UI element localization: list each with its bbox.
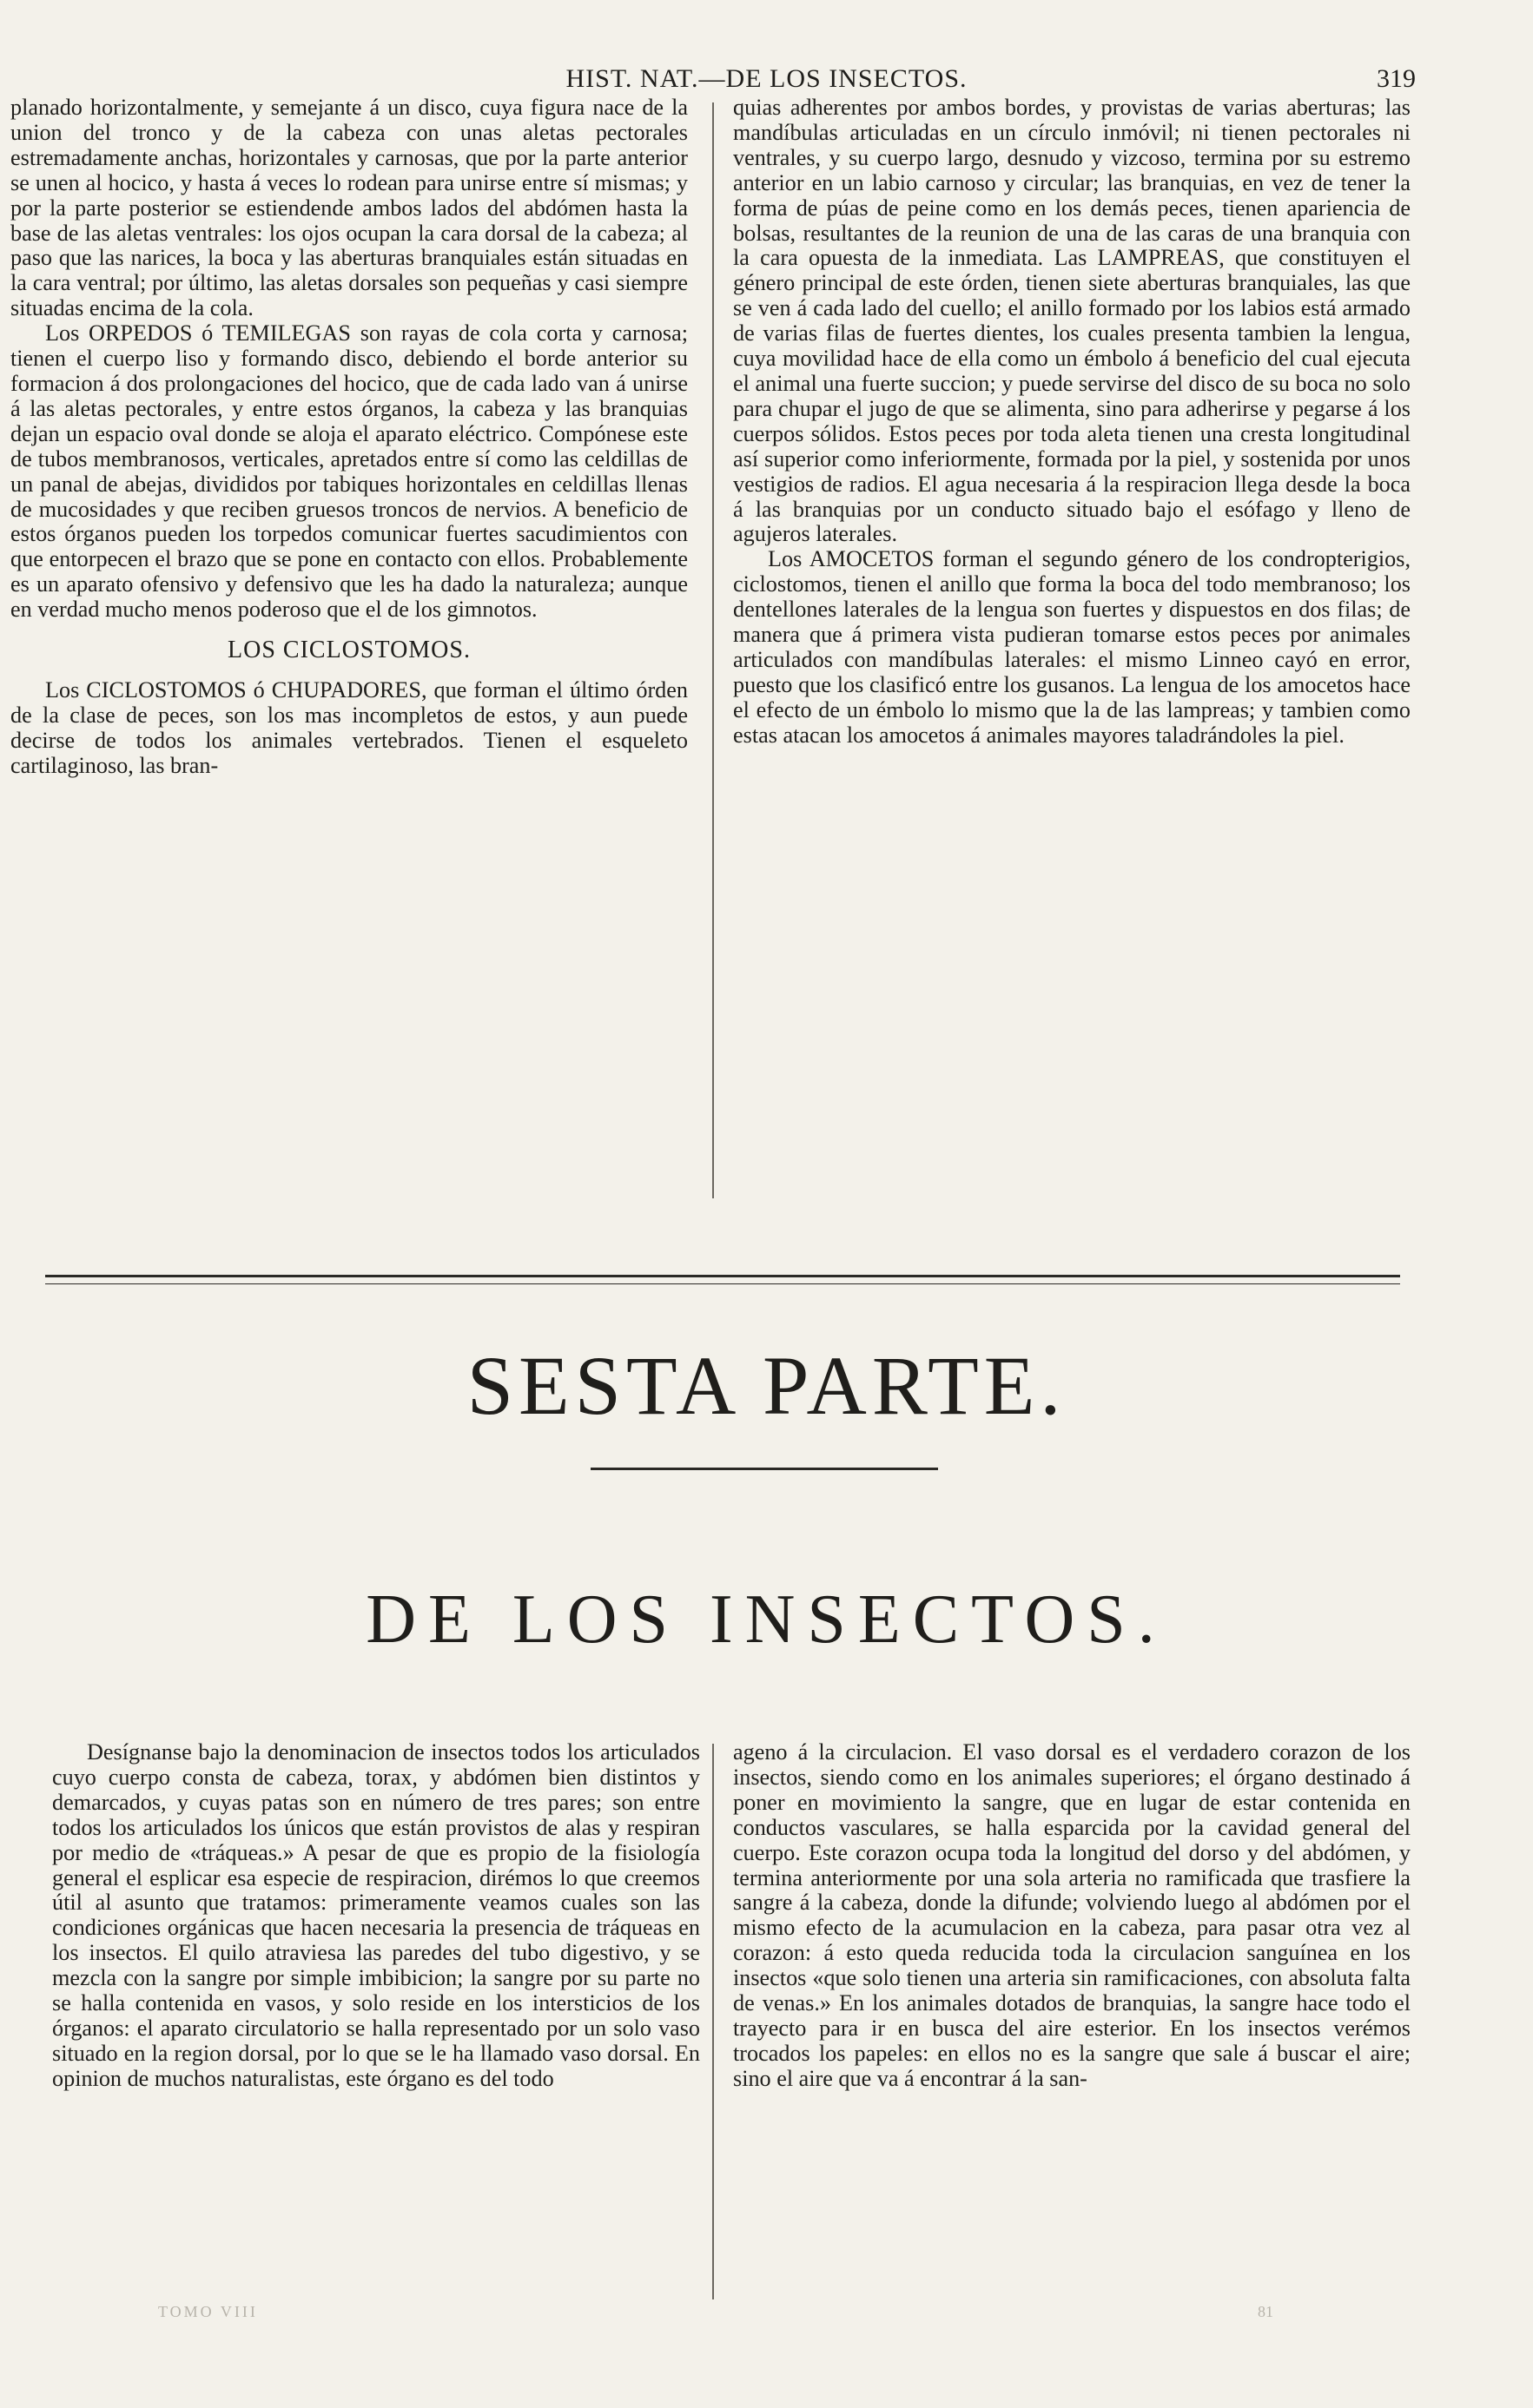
page-number: 319 <box>1377 64 1416 93</box>
signature-mark: TOMO VIII <box>158 2303 258 2320</box>
column-divider <box>712 102 714 1198</box>
bottom-left-column <box>52 1740 700 2092</box>
paragraph: Los AMOCETOS forman el segundo género de los condropterigios, ciclostomos, tienen el anillo que forma la boca del todo membranoso; los dentellones laterales de la lengua son fuertes y dispuestos en dos filas; de manera que á primera vista pudieran tomarse estos peces por animales articulados con mandíbulas laterales: el mismo Linneo cayó en error, puesto que los clasificó entre los gusanos. La lengua de los amocetos hace el efecto de un émbolo lo mismo que la de las lampreas; y tambien como estas atacan los amocetos á animales mayores taladrándoles la piel. <box>733 546 1411 748</box>
part-title: SESTA PARTE. <box>466 1339 1067 1432</box>
paragraph: planado horizontalmente, y semejante á un disco, cuya figura nace de la union del tronco y de la cabeza con unas aletas pectorales estremadamente anchas, horizontales y carnosas, que por la parte anterior se unen al hocico, y hasta á veces lo rodean para unirse entre sí mismas; y por la parte posterior se estiendende ambos lados del abdómen hasta la base de las aletas ventrales: los ojos ocupan la cara dorsal de la cabeza; al paso que las narices, la boca y las aberturas branquiales están situadas en la cara ventral; por último, las aletas dorsales son pequeñas y casi siempre situadas encima de la cola. <box>10 95 688 321</box>
running-header <box>0 64 1533 99</box>
paragraph: ageno á la circulacion. El vaso dorsal es el verdadero corazon de los insectos, siendo como en los animales superiores; el órgano destinado á poner en movimiento la sangre, que en lugar de estar contenida en conductos vasculares, se halla esparcida por la cavidad general del cuerpo. Este corazon ocupa toda la longitud del dorso y del abdómen, y termina anteriormente por una sola arteria no ramificada que trasfiere la sangre á la cabeza, donde la difunde; volviendo luego al abdómen por el mismo efecto de la acumulacion en la cabeza, para pasar otra vez al corazon: á esto queda reducida toda la circulacion sanguínea en los insectos «que solo tienen una arteria sin ramificaciones, con absoluta falta de venas.» En los animales dotados de branquias, la sangre hace todo el trayecto para ir en busca del aire esterior. En los insectos verémos trocados los papeles: en ellos no es la sangre que sale á buscar el aire; sino el aire que va á encontrar á la san- <box>733 1739 1411 2091</box>
top-right-column <box>733 96 1411 749</box>
header-title: HIST. NAT.—DE LOS INSECTOS. <box>565 64 968 93</box>
paragraph: Los CICLOSTOMOS ó CHUPADORES, que forman el último órden de la clase de peces, son los mas incompletos de estos, y aun puede decirse de todos los animales vertebrados. Tienen el esqueleto cartilaginoso, las bran- <box>10 677 688 778</box>
column-divider <box>712 1744 714 2299</box>
top-left-column <box>10 96 688 779</box>
paragraph: Desígnanse bajo la denominacion de insectos todos los articulados cuyo cuerpo consta de cabeza, torax, y abdómen bien distintos y demarcados, y cuyas patas son en número de tres pares; son entre todos los articulados los únicos que están provistos de alas y respiran por medio de «tráqueas.» A pesar de que es propio de la fisiología general el esplicar esa especie de respiracion, dirémos lo que creemos útil al asunto que tratamos: primeramente veamos cuales son las condiciones orgánicas que hacen necesaria la presencia de tráqueas en los insectos. El quilo atraviesa las paredes del tubo digestivo, y se mezcla con la sangre por simple imbibicion; la sangre por su parte no se halla contenida en vasos, y solo reside en los intersticios de los órganos: el aparato circulatorio se halla representado por un solo vaso situado en la region dorsal, por lo que se le ha llamado vaso dorsal. En opinion de muchos naturalistas, este órgano es del todo <box>52 1739 700 2091</box>
signature-number: 81 <box>1258 2303 1273 2320</box>
section-title: DE LOS INSECTOS. <box>366 1581 1167 1658</box>
title-rule <box>591 1468 938 1470</box>
paragraph: quias adherentes por ambos bordes, y provistas de varias aberturas; las mandíbulas articuladas en un círculo inmóvil; ni tienen pectorales ni ventrales, y su cuerpo largo, desnudo y vizcoso, termina por su estremo anterior en un labio carnoso y circular; las branquias, en vez de tener la forma de púas de peine como en los demás peces, tienen apariencia de bolsas, resultantes de la reunion de una de las caras de una branquia con la cara opuesta de la inmediata. Las LAMPREAS, que constituyen el género principal de este órden, tienen siete aberturas branquiales, las que se ven á cada lado del cuello; el anillo formado por los labios está armado de varias filas de fuertes dientes, los cuales presenta tambien la lengua, cuya movilidad hace de ella como un émbolo á beneficio del cual ejecuta el animal una fuerte succion; y puede servirse del disco de su boca no solo para chupar el jugo de que se alimenta, sino para adherirse y pegarse á los cuerpos sólidos. Estos peces por toda aleta tienen una cresta longitudinal así superior como inferiormente, formada por la piel, y sostenida por unos vestigios de radios. El agua necesaria á la respiracion llega desde la boca á las branquias por un conducto situado bajo el esófago y lleno de agujeros laterales. <box>733 95 1411 547</box>
section-separator <box>45 1275 1400 1284</box>
bottom-right-column <box>733 1740 1411 2092</box>
subsection-heading: LOS CICLOSTOMOS. <box>228 637 471 664</box>
paragraph: Los ORPEDOS ó TEMILEGAS son rayas de cola corta y carnosa; tienen el cuerpo liso y formando disco, debiendo el borde anterior su formacion á dos prolongaciones del hocico, que de cada lado van á unirse á las aletas pectorales, y entre estos órganos, la cabeza y las branquias dejan un espacio oval donde se aloja el aparato eléctrico. Compónese este de tubos membranosos, verticales, apretados entre sí como las celdillas de un panal de abejas, divididos por tabiques horizontales en celdillas llenas de mucosidades y que reciben gruesos troncos de nervios. A beneficio de estos órganos pueden los torpedos comunicar fuertes sacudimientos con que entorpecen el brazo que se pone en contacto con ellos. Probablemente es un aparato ofensivo y defensivo que les ha dado la naturaleza; aunque en verdad mucho menos poderoso que el de los gimnotos. <box>10 320 688 623</box>
